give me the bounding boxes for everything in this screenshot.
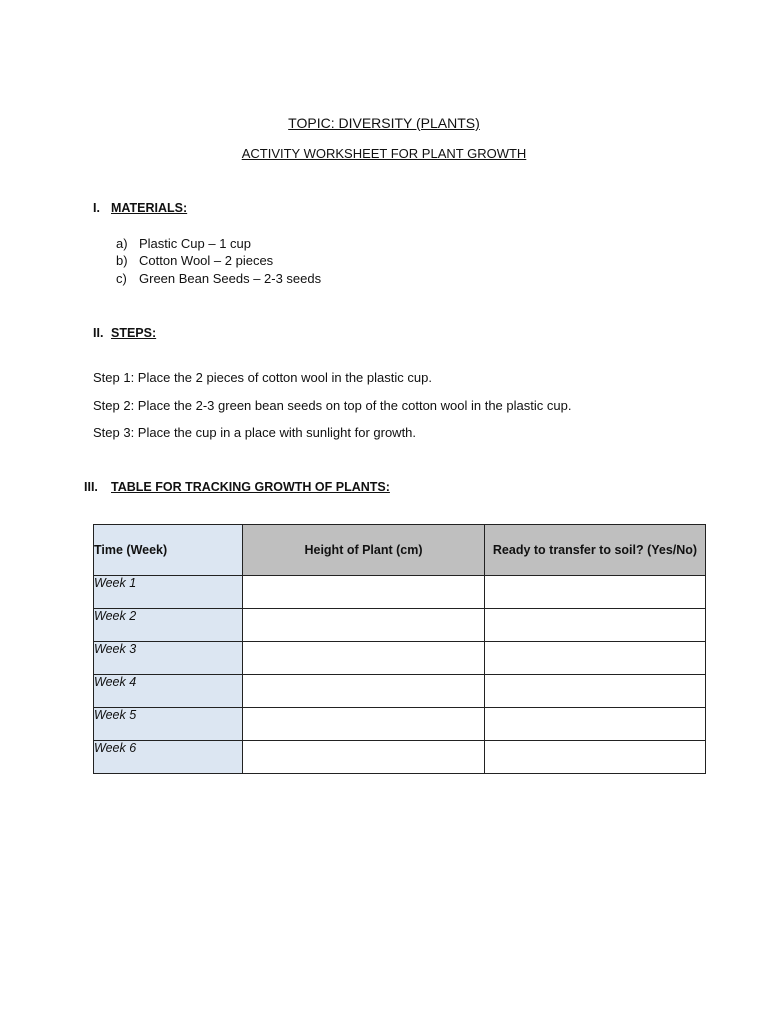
material-item: Green Bean Seeds – 2-3 seeds	[139, 271, 322, 286]
height-cell[interactable]	[243, 642, 485, 675]
week-cell: Week 3	[94, 642, 243, 675]
section-number-materials: I.	[93, 201, 100, 215]
table-row	[94, 708, 706, 741]
table-header-row	[94, 525, 706, 576]
section-heading-steps: STEPS:	[111, 326, 157, 340]
table-row	[94, 741, 706, 774]
table-row	[94, 642, 706, 675]
step-text: Step 1: Place the 2 pieces of cotton wool in the plastic cup.	[93, 370, 432, 385]
height-cell[interactable]	[243, 609, 485, 642]
column-header-height: Height of Plant (cm)	[243, 525, 485, 576]
ready-cell[interactable]	[485, 741, 706, 774]
column-header-time: Time (Week)	[94, 525, 243, 576]
material-item: Cotton Wool – 2 pieces	[139, 253, 274, 268]
week-cell: Week 2	[94, 609, 243, 642]
week-cell: Week 4	[94, 675, 243, 708]
growth-tracking-table	[93, 524, 706, 774]
table-row	[94, 576, 706, 609]
ready-cell[interactable]	[485, 675, 706, 708]
list-marker: c)	[116, 271, 127, 286]
ready-cell[interactable]	[485, 576, 706, 609]
week-cell: Week 1	[94, 576, 243, 609]
section-heading-materials: MATERIALS:	[111, 201, 188, 215]
list-marker: b)	[116, 253, 128, 268]
week-cell: Week 5	[94, 708, 243, 741]
height-cell[interactable]	[243, 708, 485, 741]
column-header-ready: Ready to transfer to soil? (Yes/No)	[485, 525, 706, 576]
ready-cell[interactable]	[485, 609, 706, 642]
page-subtitle: ACTIVITY WORKSHEET FOR PLANT GROWTH	[241, 146, 527, 161]
step-text: Step 2: Place the 2-3 green bean seeds on top of the cotton wool in the plastic cup.	[93, 398, 572, 413]
page-title: TOPIC: DIVERSITY (PLANTS)	[288, 115, 480, 131]
section-heading-table: TABLE FOR TRACKING GROWTH OF PLANTS:	[111, 480, 390, 494]
ready-cell[interactable]	[485, 708, 706, 741]
height-cell[interactable]	[243, 675, 485, 708]
height-cell[interactable]	[243, 741, 485, 774]
section-number-table: III.	[84, 480, 98, 494]
week-cell: Week 6	[94, 741, 243, 774]
table-row	[94, 675, 706, 708]
material-item: Plastic Cup – 1 cup	[139, 236, 252, 251]
section-number-steps: II.	[93, 326, 104, 340]
table-row	[94, 609, 706, 642]
step-text: Step 3: Place the cup in a place with sunlight for growth.	[93, 425, 417, 440]
ready-cell[interactable]	[485, 642, 706, 675]
list-marker: a)	[116, 236, 128, 251]
height-cell[interactable]	[243, 576, 485, 609]
